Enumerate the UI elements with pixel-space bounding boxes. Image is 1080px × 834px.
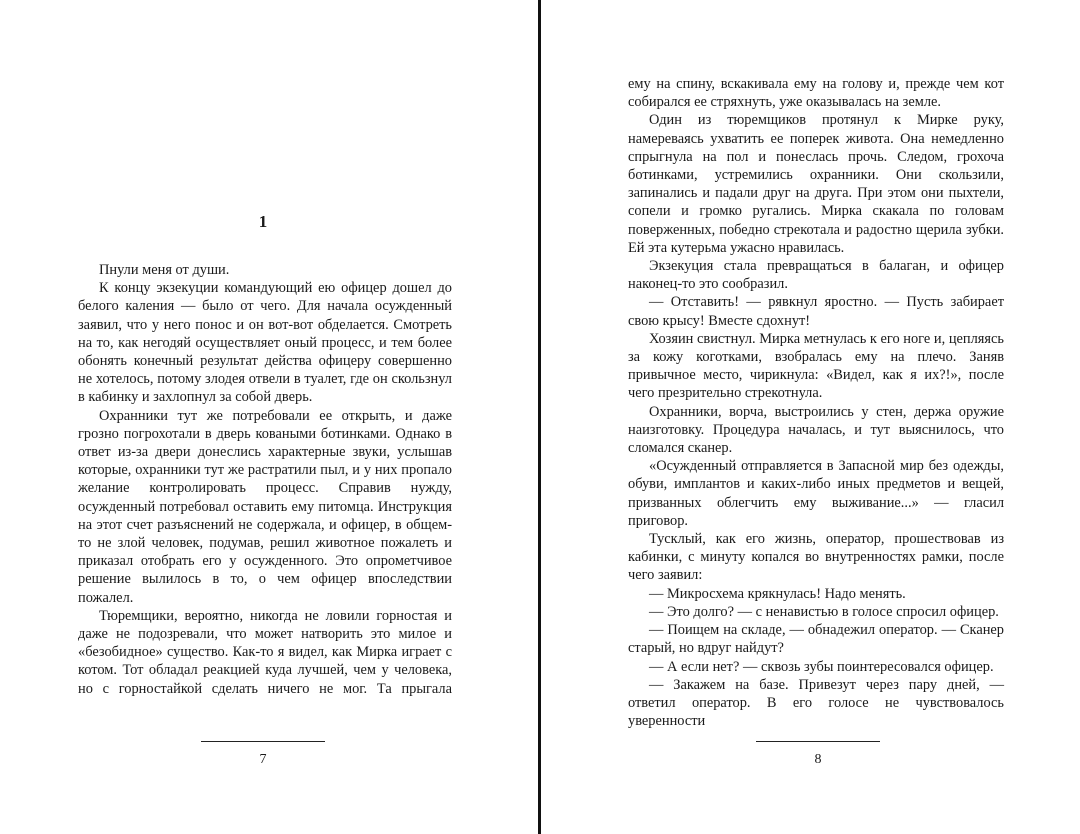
paragraph: — Отставить! — рявкнул яростно. — Пусть забирает свою крысу! Вместе сдохнут! <box>628 294 1004 329</box>
paragraph: Хозяин свистнул. Мирка метнулась к его ноге и, цепляясь за кожу коготками, взобралась ему на плечо. Заняв привычное место, чирикнула: «Видел, как я их?!», после чего презрительно стрекотнула. <box>628 330 1004 402</box>
right-page-text <box>628 75 1004 730</box>
paragraph: — Закажем на базе. Привезут через пару дней, — ответил оператор. В его голосе не чувствовалось уверенности <box>628 676 1004 730</box>
paragraph: К концу экзекуции командующий ею офицер дошел до белого каления — было от чего. Для начала осужденный заявил, что у него понос и он вот-вот обделается. Смотреть на то, как негодяй осуществляет оный процесс, и тем более обонять конечный результат действа офицеру совершенно не хотелось, потому злодея отвели в туалет, где он скользнул в кабинку и захлопнул за собой дверь. <box>78 280 452 406</box>
paragraph: — Микросхема крякнулась! Надо менять. <box>649 585 906 602</box>
paragraph: Тусклый, как его жизнь, оператор, прошествовав из кабинки, с минуту копался во внутренностях рамки, после чего заявил: <box>628 531 1004 584</box>
paragraph: Пнули меня от души. <box>99 262 230 278</box>
paragraph: Экзекуция стала превращаться в балаган, и офицер наконец-то это сообразил. <box>628 258 1004 293</box>
paragraph: Тюремщики, вероятно, никогда не ловили горностая и даже не подозревали, что может натворить это милое и «безобидное» существо. Как-то я видел, как Мирка играет с котом. Тот обладал реакцией куда лучшей, чем у человека, но с горностайкой сделать ничего не мог. Та прыгала <box>78 607 452 697</box>
page-number-left: 7 <box>259 752 267 767</box>
paragraph: Охранники тут же потребовали ее открыть, и даже грозно погрохотали в дверь коваными ботинками. Однако в ответ из-за двери донеслись характерные звуки, услышав которые, охранники тут же растратили пыл, и у них пропало желание контролировать процесс. Справив нужду, осужденный потребовал оставить ему питомца. Инструкция на этот счет разъяснений не содержала, и офицер, в общем-то не злой человек, подумав, решил животное пожалеть и приказал отобрать его у осужденного. Это опрометчивое решение вылилось в то, о чем офицер впоследствии пожалел. <box>78 407 452 606</box>
chapter-number: 1 <box>258 212 268 231</box>
paragraph: Охранники, ворча, выстроились у стен, держа оружие наизготовку. Процедура началась, и тут выяснилось, что сломался сканер. <box>628 403 1004 457</box>
paragraph: Один из тюремщиков протянул к Мирке руку, намереваясь ухватить ее поперек живота. Она немедленно спрыгнула на пол и понеслась прочь. Следом, грохоча ботинками, устремились охранники. Они скользили, запинались и падали друг на друга. При этом они пыхтели, сопели и громко ругались. Мирка скакала по головам поверженных, победно стрекотала и радостно щерила зубки. Ей эта кутерьма ужасно нравилась. <box>628 112 1004 256</box>
paragraph: — Это долго? — с ненавистью в голосе спросил офицер. <box>649 603 999 620</box>
paragraph: «Осужденный отправляется в Запасной мир без одежды, обуви, имплантов и каких-либо иных предметов и вещей, призванных облегчить ему выживание...» — гласил приговор. <box>628 458 1004 529</box>
paragraph: — Поищем на складе, — обнадежил оператор. — Сканер старый, но вдруг найдут? <box>628 622 1004 657</box>
footer-rule <box>756 741 880 742</box>
paragraph: ему на спину, вскакивала ему на голову и, прежде чем кот собирался ее стряхнуть, уже оказывалась на земле. <box>628 76 1004 111</box>
page-number-right: 8 <box>814 752 822 767</box>
paragraph: — А если нет? — сквозь зубы поинтересовался офицер. <box>649 658 994 675</box>
